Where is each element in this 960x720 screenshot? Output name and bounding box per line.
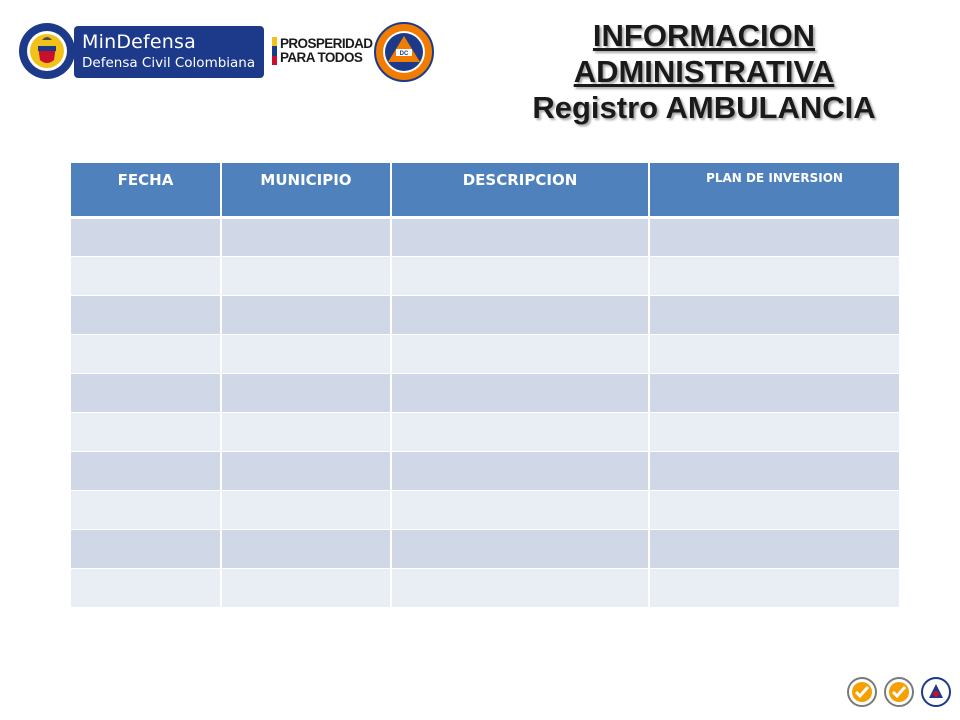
prosperity-line1: PROSPERIDAD — [280, 36, 373, 51]
table-row — [71, 490, 899, 529]
table-cell[interactable] — [649, 568, 899, 607]
column-header-municipio: MUNICIPIO — [221, 163, 391, 217]
table-cell[interactable] — [649, 451, 899, 490]
table-cell[interactable] — [71, 451, 221, 490]
table-cell[interactable] — [221, 568, 391, 607]
prosperity-line2: PARA TODOS — [280, 50, 363, 65]
table-cell[interactable] — [221, 295, 391, 334]
table-row — [71, 568, 899, 607]
table-cell[interactable] — [391, 451, 649, 490]
table-cell[interactable] — [649, 217, 899, 256]
table-cell[interactable] — [221, 334, 391, 373]
table-cell[interactable] — [221, 217, 391, 256]
table-row — [71, 334, 899, 373]
colombia-flag-icon — [272, 37, 277, 65]
defensa-civil-emblem-icon — [374, 22, 434, 82]
certification-badges — [844, 676, 954, 716]
table-cell[interactable] — [221, 256, 391, 295]
title-line2: ADMINISTRATIVA — [573, 54, 835, 89]
svg-text:DC: DC — [399, 51, 409, 57]
prosperidad-logo — [272, 35, 373, 69]
table-cell[interactable] — [71, 529, 221, 568]
table-cell[interactable] — [71, 217, 221, 256]
title-line1: INFORMACION — [592, 18, 816, 53]
table-cell[interactable] — [71, 412, 221, 451]
table-row — [71, 412, 899, 451]
title-line3: Registro AMBULANCIA — [532, 90, 876, 125]
quality-certification-badge-icon — [918, 676, 954, 712]
table-header-row — [71, 163, 899, 217]
table-cell[interactable] — [71, 373, 221, 412]
table-cell[interactable] — [71, 256, 221, 295]
ministry-name: MinDefensa — [82, 31, 196, 53]
table-cell[interactable] — [71, 334, 221, 373]
table-cell[interactable] — [391, 490, 649, 529]
sgs-certification-badge-icon — [844, 676, 880, 712]
civil-defense-name: Defensa Civil Colombiana — [82, 55, 256, 71]
table-cell[interactable] — [649, 529, 899, 568]
table-cell[interactable] — [391, 568, 649, 607]
table-cell[interactable] — [71, 490, 221, 529]
table-cell[interactable] — [649, 412, 899, 451]
table-cell[interactable] — [221, 529, 391, 568]
table-cell[interactable] — [71, 568, 221, 607]
page-title — [500, 18, 908, 126]
table-cell[interactable] — [221, 490, 391, 529]
table-cell[interactable] — [391, 295, 649, 334]
table-row — [71, 373, 899, 412]
table-cell[interactable] — [221, 451, 391, 490]
table-cell[interactable] — [391, 256, 649, 295]
ambulance-register-table — [71, 163, 899, 608]
table-row — [71, 217, 899, 256]
table-cell[interactable] — [391, 334, 649, 373]
table-cell[interactable] — [649, 334, 899, 373]
table-row — [71, 256, 899, 295]
column-header-fecha: FECHA — [71, 163, 221, 217]
table-cell[interactable] — [649, 256, 899, 295]
table-cell[interactable] — [221, 373, 391, 412]
mindefensa-logo — [74, 26, 264, 78]
table-cell[interactable] — [391, 412, 649, 451]
column-header-plan-de-inversion: PLAN DE INVERSION — [649, 163, 899, 217]
table-cell[interactable] — [71, 295, 221, 334]
colombia-seal-icon — [18, 22, 76, 80]
table-row — [71, 529, 899, 568]
column-header-descripcion: DESCRIPCION — [391, 163, 649, 217]
table-cell[interactable] — [649, 490, 899, 529]
table-row — [71, 451, 899, 490]
table-cell[interactable] — [649, 373, 899, 412]
table-row — [71, 295, 899, 334]
table-cell[interactable] — [391, 373, 649, 412]
sgs-certification-badge-icon — [881, 676, 917, 712]
table-cell[interactable] — [391, 217, 649, 256]
table-cell[interactable] — [221, 412, 391, 451]
table-cell[interactable] — [649, 295, 899, 334]
table-cell[interactable] — [391, 529, 649, 568]
